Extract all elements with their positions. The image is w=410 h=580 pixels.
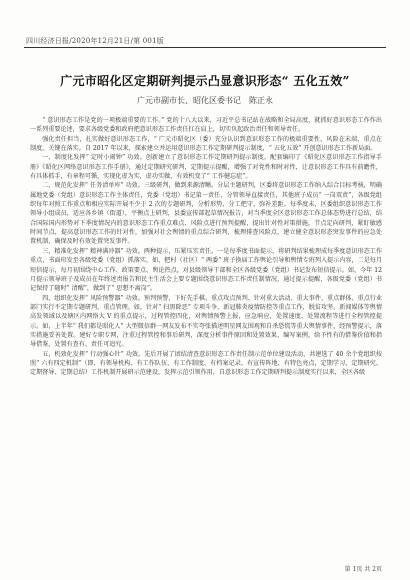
paragraph: 强化责任担当，扎实做好意识形态工作，“ 广元市昭化区（委）充分认识到意识形态工作的极端重要性，风险在末端，重点在制度，关键在落实。自 2017 年以来，探索建立并运用意识形态工作定期研判提示制度，“ 五化五效” 开创意识形态工作新局面。 — [30, 135, 382, 153]
paragraph: 四、组织化发挥“ 风险预警器” 功效。预判预警、下好先手棋、重点攻点预判、针对重大活动、重大事件、重点群体、重点行业部门实行不定期专题研判，重点管理。如，针对“ 扫黑除恶” 专项斗争、新冠肺炎疫情防控等重点工作，脱贫攻坚、新闻媒体等舆情高发领域以及辖区内网络大 V 的重点提示，过程管控四化，对舆情预警上报，应急响应，处置速度、处置流程等进行全程管控提示。如，上半年“ 我们都是昭化人” 大型微信群一网友发布不实夸张描述明星网友围观和自杀恐慌等重大舆情事件，经预警提示，落实措施妥善处置。建好专职专网，注重过程管控和事后研判，深度分析事件原因和处置效果，编写案例，给予性有的借鉴价值和指导借鉴，处置有查有、责任可追究。 — [30, 294, 382, 349]
paragraph: 一、制度化发挥“ 定时小闹钟” 功效。创新建立了意识形态工作定期研判提示制度，配套编印了《昭化区意识形态工作指导手册》《昭化区网络意识形态工作手册》，通过定期研究研判，定期提示提醒，增强了对党性和时对性，让意识形态工作具有前瞻性，有具体抓手，有章程可循，实现化虚为实，虚功实做，有效机变了“ 工作健忘症”。 — [30, 154, 382, 181]
page-number: 第 1页 共 2页 — [344, 566, 382, 573]
article-byline: 广元市副市长、昭化区委书记 陈正永 — [137, 96, 273, 105]
source-header: 四川经济日报/2020年12月21日/第 001版 — [26, 37, 164, 45]
header-divider — [24, 47, 386, 48]
paragraph: 二、规范化发挥“ 任务清单库” 功效。三级研判，做到来源清晰。分层主题研判，区委将意识形态工作纳入综合目标考核，明确属地党委（党组）意识形态工作主体责任，党委（党组）书记第一责任，分管领导直接责任，其他班子成员“ 一岗双责”，各级党组织每年对照工作重点和相应实际开展不少于 2 次的专题研判，分析形势、分工把守、弥补差距。每季度末，区委组织意识形态工作领导小组成员，适应各乡镇（街道），平衡点上研判，县委宣传部起草情况报告，对当季度全区意识形态工作总体态势进行总结，结合国际国内形势对下季度情况内的意识形态工作重点难点、风险点进行预判提醒，提出针对性对策措施，节点定向研判，紧盯敏感时间节点，提高意识形态工作的针对性，加强对社会舆情的重点综合研判，梳理排查风险点，建立健全意识形态突发事件的应急处置机制，确保及时有效处置突发事件。 — [30, 182, 382, 246]
article-body — [30, 116, 382, 378]
paragraph: 三、精准化发挥“ 精神满冲器” 功效。两种提示，压紧压实责任。一是每季度书面提示，将研判结果梳理成每季度意识形态工作重点，书面印发至各级党委（党组）抓落实，如，把村（社区）“ 两委” 班子换届工作舆论引导和舆情专班列入提示内容，二是每月短信提示，每月初围绕中心工作、政策要点、舆论热点，对县级领导干部和全区各级党委（党组）书记发布短信提示。如，今年 12 月提示领导班子及成员在年终述责报告和民主生活会上要专题围绕意识形态工作责任制情况，通过提示提醒，各级党委（党组）书记保持了随时“ 清醒”，做到了“ 思想不离岗”。 — [30, 247, 382, 293]
article-title: 广元市昭化区定期研判提示凸显意识形态“ 五化五效” — [60, 74, 350, 88]
paragraph: “ 意识形态工作是党的一项极端重要的工作。” 党的十八大以来，习近平总书记站在战略和全局高度，就抓好意识形态工作作出一系列重要论述，要求各级党委和政府把意识形态工作责任扛在肩上，切实负起政治责任和领导责任。 — [30, 117, 382, 134]
paragraph: 五、机效化发挥“ 行动强心针” 功效。先后开展了团结清查意识形态工作责任制示范单位建设活动，共建选了 40 余个党组织按照“ 六有四定机制”（即，有领导机构、有工作队伍、有工作制度、有档案记录、有宣传阵地、有特色亮点，定期学习、定期研究、定期督导、定期总结）工作机制开展研示范建设，发挥示范引领作用，自意识形态工作定期研判提示制度实行以来，全区各级 — [30, 350, 382, 377]
